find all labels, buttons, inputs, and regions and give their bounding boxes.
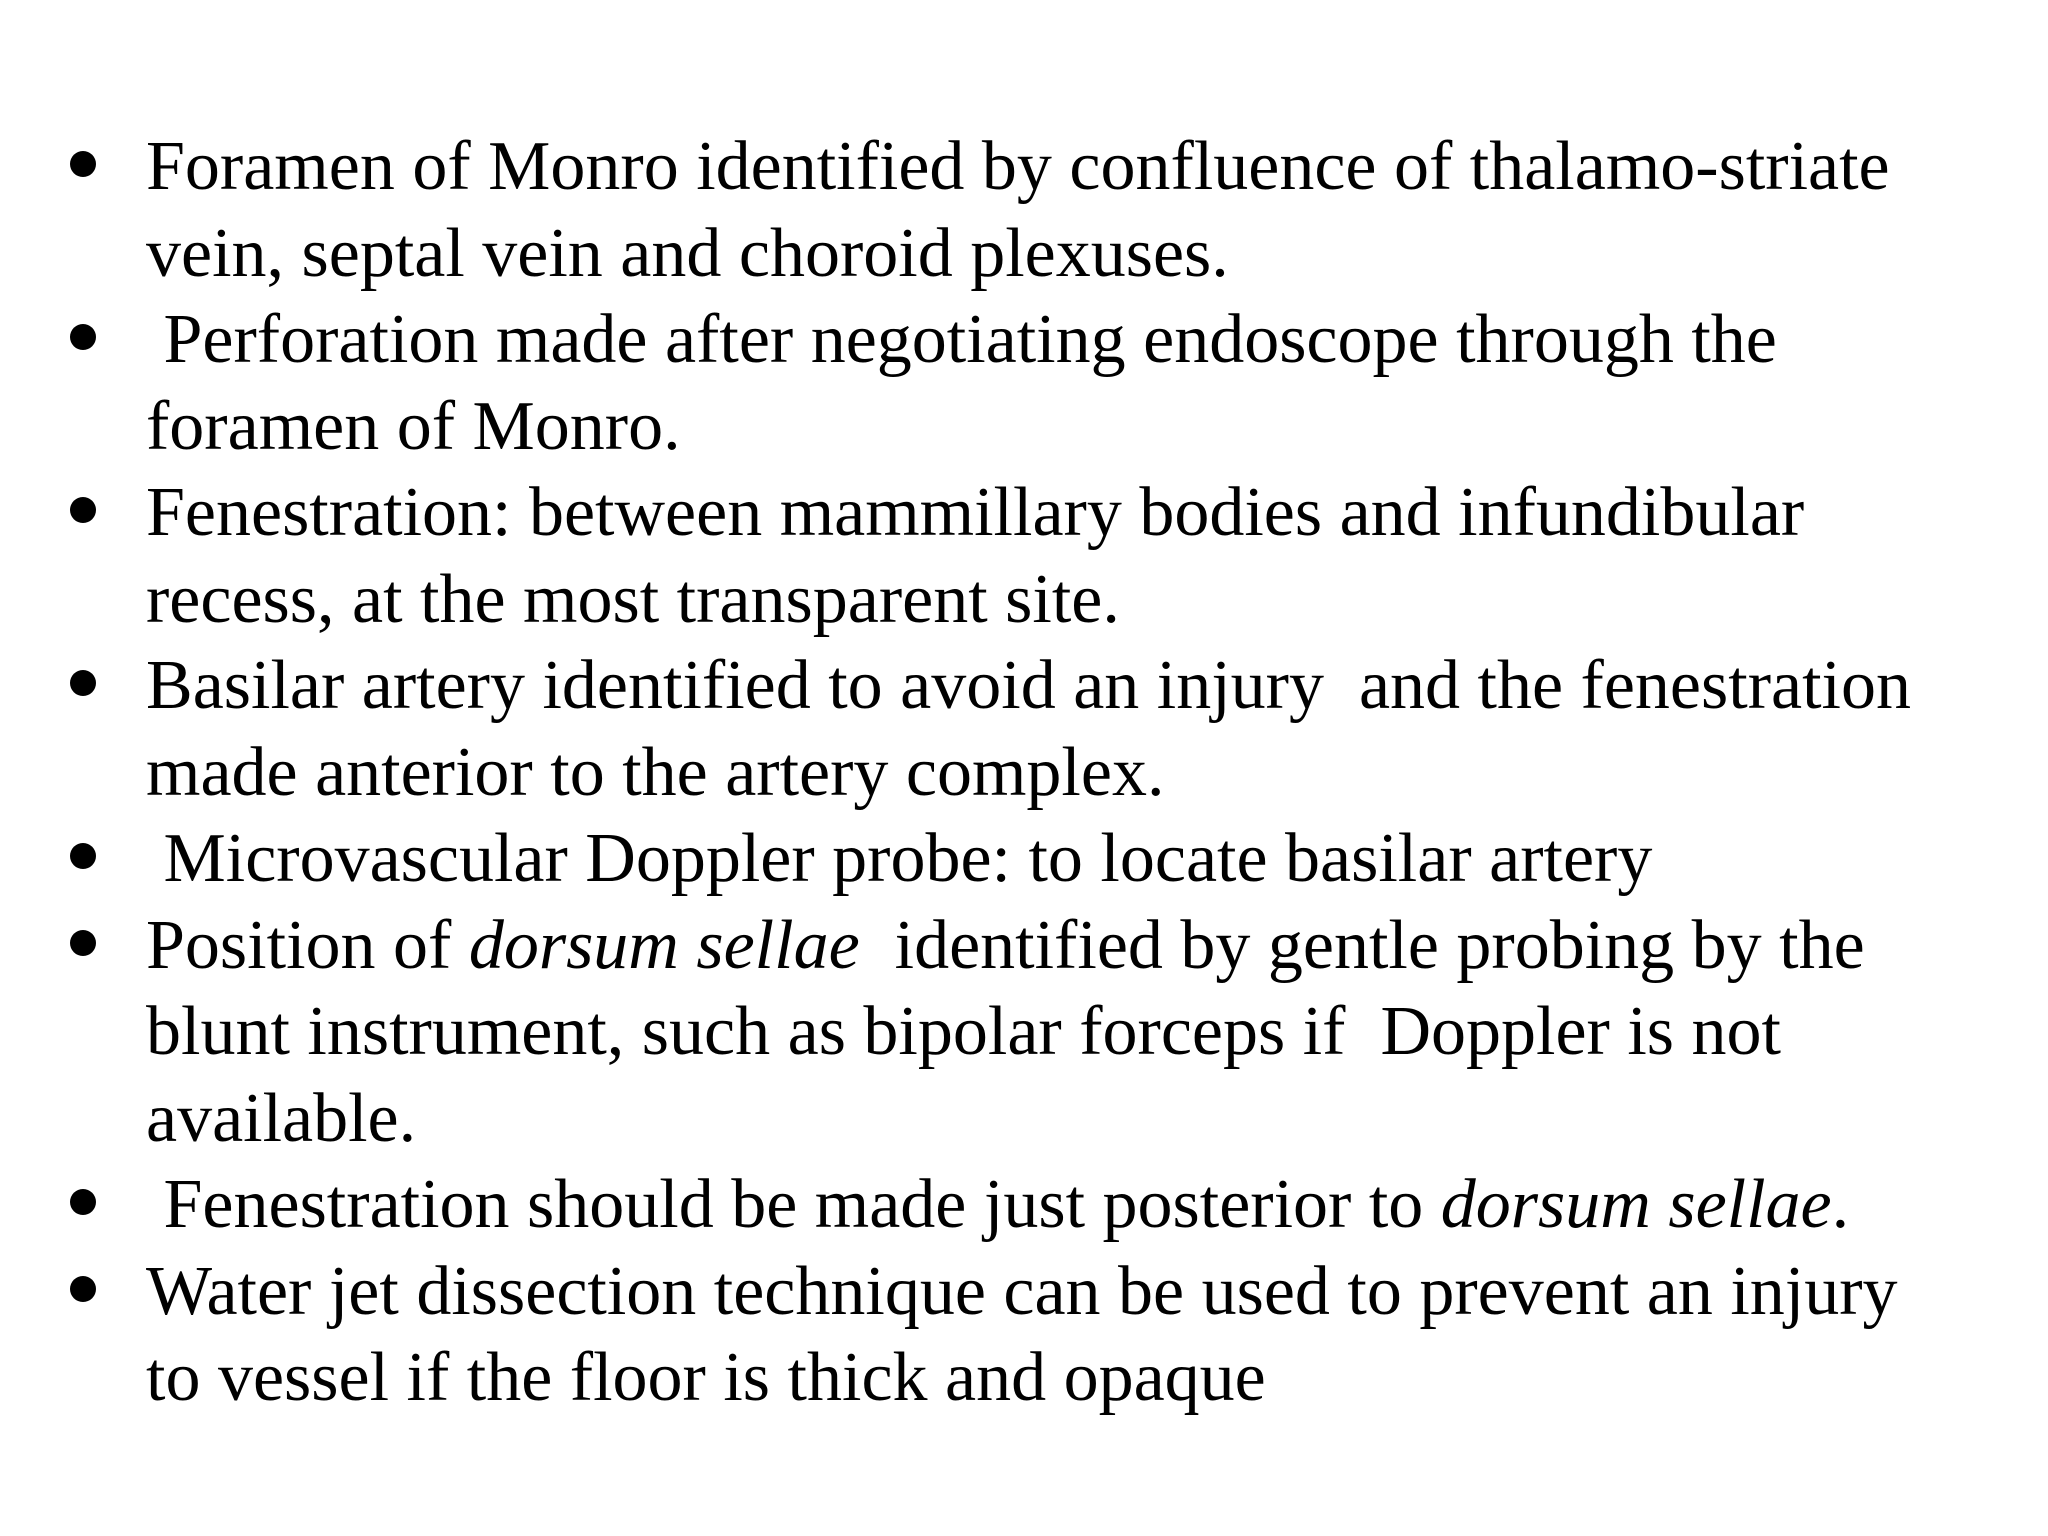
bullet-item-fenestration-site <box>60 470 2020 643</box>
bullet-text-italic: dorsum sellae <box>468 906 860 984</box>
bullet-dot-icon <box>70 151 96 177</box>
bullet-text-line: blunt instrument, such as bipolar forceps if Doppler is not <box>146 993 1781 1070</box>
bullet-text-line: Microvascular Doppler probe: to locate basilar artery <box>146 820 1653 897</box>
bullet-text-line: vein, septal vein and choroid plexuses. <box>146 214 1229 292</box>
bullet-text-line <box>146 903 2020 990</box>
bullet-text-prefix: Fenestration should be made just posterior to <box>146 1166 1441 1243</box>
bullet-text-line: recess, at the most transparent site. <box>146 560 1120 638</box>
bullet-text-line: Basilar artery identified to avoid an injury and the fenestration <box>146 647 1911 724</box>
bullet-list <box>60 124 2020 1422</box>
bullet-dot-icon <box>70 1189 96 1215</box>
bullet-text-line: Water jet dissection technique can be used to prevent an injury <box>146 1252 1898 1330</box>
bullet-text-line: available. <box>146 1079 417 1157</box>
bullet-text-line: foramen of Monro. <box>146 387 681 465</box>
bullet-text-suffix: . <box>1831 1166 1850 1243</box>
bullet-item-fenestration-posterior <box>60 1162 2020 1249</box>
bullet-dot-icon <box>70 497 96 523</box>
bullet-item-doppler-probe <box>60 816 2020 903</box>
bullet-text-line: Foramen of Monro identified by confluence of thalamo-striate <box>146 128 1890 205</box>
bullet-text-line: Fenestration: between mammillary bodies and infundibular <box>146 474 1805 551</box>
bullet-item-water-jet <box>60 1249 2020 1422</box>
bullet-text-prefix: Position of <box>146 906 469 984</box>
bullet-text-line: Perforation made after negotiating endoscope through the <box>146 301 1777 378</box>
bullet-text-suffix: identified by gentle probing by the <box>859 906 1865 984</box>
bullet-dot-icon <box>70 843 96 869</box>
bullet-text-line <box>146 1162 2020 1249</box>
bullet-item-perforation <box>60 297 2020 470</box>
bullet-item-basilar-artery <box>60 643 2020 816</box>
bullet-text-line: made anterior to the artery complex. <box>146 733 1165 811</box>
bullet-dot-icon <box>70 930 96 956</box>
bullet-text-italic: dorsum sellae <box>1440 1166 1832 1243</box>
bullet-dot-icon <box>70 670 96 696</box>
bullet-dot-icon <box>70 1276 96 1302</box>
bullet-text-line: to vessel if the floor is thick and opaque <box>146 1339 1266 1416</box>
bullet-item-dorsum-sellae-position <box>60 903 2020 1163</box>
bullet-dot-icon <box>70 324 96 350</box>
bullet-item-foramen-of-monro <box>60 124 2020 297</box>
